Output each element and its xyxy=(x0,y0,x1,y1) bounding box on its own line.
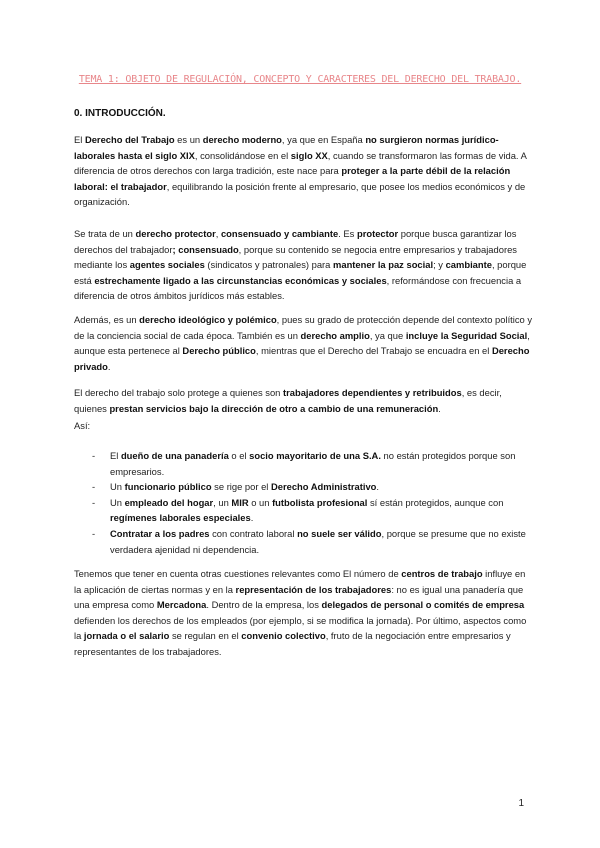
bold-text: cambiante xyxy=(445,259,492,271)
bold-text: mantener la paz social xyxy=(333,259,434,271)
text-span: , porque su contenido se negocia entre empresarios y trabajadores mediante los xyxy=(74,243,517,271)
text-span: , reformándose con frecuencia a diferencia de otros ámbitos jurídicos más estables. xyxy=(74,274,522,302)
text-span: El xyxy=(74,134,85,145)
list-bullet: - xyxy=(92,481,96,493)
list-item xyxy=(74,495,534,526)
bold-text: Derecho del Trabajo xyxy=(84,134,175,145)
text-span: no están protegidos porque son empresarios. xyxy=(110,450,516,477)
text-span: , pues su grado de protección depende del contexto político y de la conciencia social de cada época. También es un xyxy=(74,314,533,341)
text-span: , porque se presume que no existe verdadera ajenidad ni dependencia. xyxy=(110,527,526,555)
bold-text: dueño de una panadería xyxy=(120,450,229,461)
text-span: , xyxy=(215,228,221,239)
paragraph-scope xyxy=(74,385,534,416)
text-span: . xyxy=(438,402,441,414)
bold-text: no suele ser válido xyxy=(297,527,382,539)
bold-text: Derecho privado xyxy=(74,345,530,372)
bold-text: representación de los trabajadores xyxy=(235,583,392,595)
text-span: . xyxy=(107,360,111,372)
bold-text: consensuado y cambiante xyxy=(220,228,339,239)
examples-list xyxy=(74,448,534,557)
bold-text: empleado del hogar xyxy=(124,496,214,508)
text-span: Se trata de un xyxy=(74,228,136,239)
text-span: , cuando se transformaron las formas de vida. A diferencia de otros derechos con larga tradición, este nace para xyxy=(74,149,527,177)
bold-text: regímenes laborales especiales xyxy=(110,512,251,524)
bold-text: MIR xyxy=(231,496,249,508)
text-span: porque busca garantizar los derechos del trabajador xyxy=(74,228,517,255)
text-span: Un xyxy=(110,481,125,493)
text-span: : no es igual una panadería que una empresa como xyxy=(74,583,524,611)
text-span: (sindicatos y patronales) para xyxy=(204,259,334,271)
text-span: , aunque esta pertenece al xyxy=(74,329,530,357)
text-span: o un xyxy=(248,496,273,508)
text-span: influye en la aplicación de ciertas normas y en la xyxy=(74,568,526,595)
section-heading: 0. INTRODUCCIÓN. xyxy=(74,108,166,119)
paragraph-other-issues xyxy=(74,566,534,660)
document-title: TEMA 1: OBJETO DE REGULACIÓN, CONCEPTO Y CARACTERES DEL DERECHO DEL TRABAJO. xyxy=(78,74,522,85)
text-span: , un xyxy=(213,496,232,508)
list-bullet: - xyxy=(92,450,96,461)
bold-text: delegados de personal o comités de empresa xyxy=(321,599,525,611)
bold-text: no surgieron normas jurídico-laborales hasta el siglo XIX xyxy=(74,134,499,161)
text-span: El derecho del trabajo solo protege a quienes son xyxy=(74,387,283,398)
text-span: . xyxy=(250,512,254,524)
paragraph-characteristics xyxy=(74,226,534,304)
bold-text: derecho moderno xyxy=(202,134,282,145)
text-span: . xyxy=(376,481,379,493)
bold-text: centros de trabajo xyxy=(401,568,483,579)
bold-text: Derecho Administrativo xyxy=(270,481,377,493)
list-item xyxy=(74,526,534,557)
text-span: , equilibrando la posición frente al empresario, que posee los medios económicos y de organización. xyxy=(74,180,526,208)
text-span: Así: xyxy=(74,420,91,431)
list-item xyxy=(74,479,534,495)
text-span: , es decir, quienes xyxy=(74,387,502,414)
text-span: Además, es un xyxy=(74,314,140,325)
text-span: sí están protegidos, aunque con xyxy=(367,496,504,508)
text-span: , porque está xyxy=(74,259,527,286)
text-span: o el xyxy=(228,450,250,461)
bold-text: funcionario público xyxy=(124,481,212,493)
page-number: 1 xyxy=(518,798,524,809)
text-span: ; y xyxy=(433,259,446,271)
bold-text: derecho protector xyxy=(135,228,216,239)
list-item xyxy=(74,448,534,479)
bold-text: derecho ideológico y polémico xyxy=(139,314,277,325)
bold-text: protector xyxy=(356,228,399,239)
bold-text: trabajadores dependientes y retribuidos xyxy=(283,387,462,398)
list-bullet: - xyxy=(92,527,96,539)
bold-text: incluye la Seguridad Social xyxy=(405,329,528,341)
text-span: , ya que en España xyxy=(281,134,366,145)
text-span: El xyxy=(110,450,121,461)
bold-text: socio mayoritario de una S.A. xyxy=(249,450,381,461)
paragraph-asi xyxy=(74,418,534,434)
bold-text: convenio colectivo xyxy=(241,630,326,642)
text-span: se regulan en el xyxy=(169,630,242,642)
bold-text: ; consensuado xyxy=(172,243,239,255)
text-span: . Dentro de la empresa, los xyxy=(206,599,322,611)
paragraph-ideological xyxy=(74,312,534,374)
text-span: con contrato laboral xyxy=(209,527,298,539)
bold-text: Derecho público xyxy=(182,345,256,357)
text-span: Un xyxy=(110,496,125,508)
text-span: Tenemos que tener en cuenta otras cuestiones relevantes como El número de xyxy=(74,568,402,579)
bold-text: derecho amplio xyxy=(300,329,370,341)
text-span: , ya que xyxy=(369,329,406,341)
text-span: se rige por el xyxy=(211,481,271,493)
text-span: , fruto de la negociación entre empresarios y representantes de los trabajadores. xyxy=(74,630,511,657)
text-span: defienden los derechos de los empleados (por ejemplo, si se modifica la jornada). Por último, aspectos como la xyxy=(74,614,527,642)
bold-text: jornada o el salario xyxy=(83,630,170,642)
bold-text: agentes sociales xyxy=(129,259,205,271)
bold-text: Mercadona xyxy=(156,599,207,611)
bold-text: estrechamente ligado a las circunstancias económicas y sociales xyxy=(94,274,387,286)
paragraph-intro xyxy=(74,132,534,210)
bold-text: futbolista profesional xyxy=(272,496,368,508)
text-span: es un xyxy=(174,134,203,145)
text-span: , mientras que el Derecho del Trabajo se encuadra en el xyxy=(255,345,492,357)
text-span: . Es xyxy=(338,228,357,239)
list-bullet: - xyxy=(92,496,96,508)
text-span: , consolidándose en el xyxy=(194,149,291,161)
bold-text: Contratar a los padres xyxy=(110,527,210,539)
bold-text: prestan servicios bajo la dirección de otro a cambio de una remuneración xyxy=(109,402,439,414)
bold-text: proteger a la parte débil de la relación laboral: el trabajador xyxy=(74,165,511,192)
bold-text: siglo XX xyxy=(290,149,328,161)
